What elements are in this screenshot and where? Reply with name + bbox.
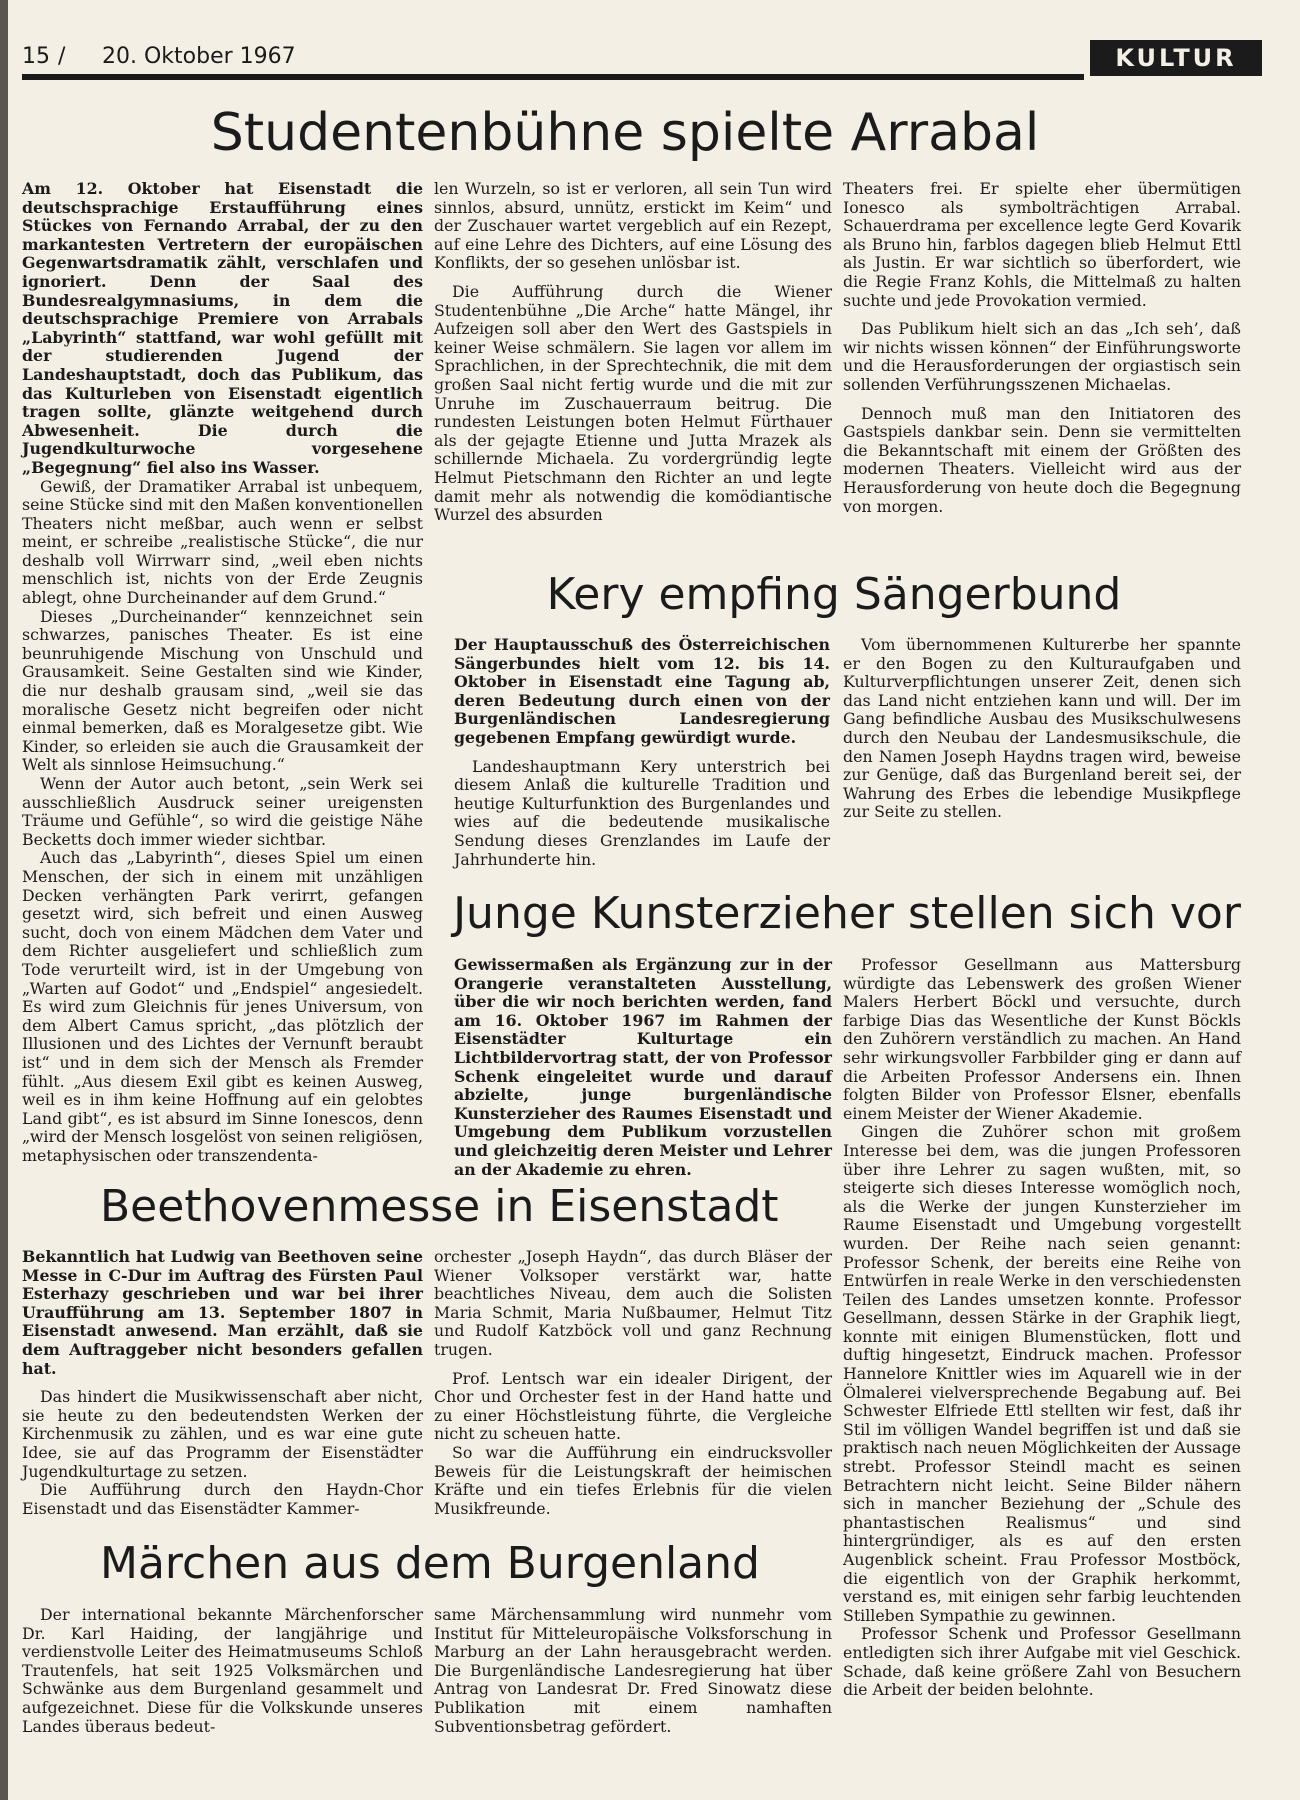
article-maerchen-column-1	[22, 1606, 423, 1736]
article-saengerbund-column-1	[454, 636, 830, 869]
article-paragraph: Professor Schenk und Professor Gesellmann entledigten sich ihrer Aufgabe mit viel Geschick. Schade, daß keine größere Zahl von Besuchern die Arbeit der beiden belohnte.	[843, 1624, 1241, 1700]
article-beethoven-lead: Bekanntlich hat Ludwig van Beethoven seine Messe in C-Dur im Auftrag des Fürsten Paul Esterhazy geschrieben und war bei ihrer Uraufführung am 13. September 1807 in Eisenstadt anwesend. Man erzählt, daß sie dem Auftraggeber nicht besonders gefallen hat.	[22, 1247, 423, 1378]
article-kunsterzieher-column-1	[454, 956, 832, 1179]
article-paragraph: Prof. Lentsch war ein idealer Dirigent, der Chor und Orchester fest in der Hand hatte und zu einer Höchstleistung führte, die Vergleiche nicht zu scheuen hatte.	[434, 1368, 832, 1444]
page-number: 15	[22, 44, 50, 69]
article-paragraph: Dennoch muß man den Initiatoren des Gastspiels dankbar sein. Denn sie vermittelten die Bekanntschaft mit einem der Größten des modernen Theaters. Vielleicht wird aus der Herausforderung von heute doch die Begegnung von morgen.	[843, 403, 1241, 516]
article-paragraph: Theaters frei. Er spielte eher übermütigen Ionesco als symbolträchtigen Arrabal. Schauerdrama per excellence legte Gerd Kovarik als Bruno hin, farblos dagegen blieb Helmut Ettl als Justin. Er war sichtlich so überfordert, wie die Regie Franz Kohls, die Mittelmaß zu halten suchte und jede Provokation vermied.	[843, 179, 1241, 310]
page-header	[22, 38, 1240, 82]
article-maerchen-column-2	[434, 1606, 832, 1736]
article-paragraph: len Wurzeln, so ist er verloren, all sein Tun wird sinnlos, absurd, unnütz, erstickt im Keim“ und der Zuschauer wartet vergeblich auf ein Rezept, auf eine Lehre des Dichters, auf eine Lösung des Konflikts, der so gesehen unlösbar ist.	[434, 179, 832, 273]
section-label: KULTUR	[1090, 40, 1262, 76]
article-paragraph: Dieses „Durcheinander“ kennzeichnet sein schwarzes, panisches Theater. Es ist eine beunruhigende Mischung von Unschuld und Grausamkeit. Seine Gestalten sind wie Kinder, die nur deshalb grausam sind, „weil sie das moralische Gesetz nicht begreifen oder nicht einmal bemerken, daß es Moralgesetze gibt. Wie Kinder, so erleiden sie auch die Grausamkeit der Welt als sinnlose Heimsuchung.“	[22, 606, 423, 775]
header-rule	[22, 74, 1084, 80]
article-arrabal-headline: Studentenbühne spielte Arrabal	[210, 103, 1040, 163]
article-paragraph: Gingen die Zuhörer schon mit großem Interesse bei dem, was die jungen Professoren über ihre Lehrer zu sagen wußten, mit, so steigerte sich dieses Interesse womöglich noch, als die Werke der jungen Kunsterzieher im Raume Eisenstadt und Umgebung vorgestellt wurden. Der Reihe nach seien genannt: Professor Schenk, der bereits eine Reihe von Entwürfen in reale Werke in den verschiedensten Teilen des Landes umsetzen konnte. Professor Gesellmann, dessen Stärke in der Graphik liegt, konnte mit einigen Blumenstücken, flott und duftig hingesetzt, Eindruck machen. Professor Hannelore Knittler wies im Aquarell wie in der Ölmalerei vielversprechende Begabung auf. Bei Schwester Elfriede Ettl stellten wir fest, daß ihr Stil im völligen Wandel begriffen ist und daß sie praktisch nach neuen Möglichkeiten der Aussage strebt. Professor Steindl macht es seinen Betrachtern nicht leicht. Seine Bilder nähern sich in mancher Beziehung der „Schule des phantastischen Realismus“ und sind hintergründiger, als es auf den ersten Augenblick scheint. Frau Professor Mostböck, die eigentlich von der Graphik herkommt, verstand es, mit einigen sehr farbig leuchtenden Stilleben Sympathie zu gewinnen.	[843, 1122, 1241, 1625]
article-kunsterzieher-headline: Junge Kunsterzieher stellen sich vor	[453, 888, 1241, 939]
article-beethoven-headline: Beethovenmesse in Eisenstadt	[100, 1181, 779, 1232]
article-saengerbund-lead: Der Hauptausschuß des Österreichischen Sängerbundes hielt vom 12. bis 14. Oktober in Eisenstadt eine Tagung ab, deren Bedeutung durch einen von der Burgenländischen Landesregierung gegebenen Empfang gewürdigt wurde.	[454, 635, 830, 747]
article-beethoven-column-1	[22, 1248, 423, 1518]
article-beethoven-column-2	[434, 1248, 832, 1518]
article-paragraph: Auch das „Labyrinth“, dieses Spiel um einen Menschen, der sich in einem mit unzähligen Decken verhängten Park verirrt, gefangen gesetzt wird, sich befreit und einen Ausweg sucht, doch von einem Mädchen dem Vater und dem Richter ausgeliefert und schließlich zum Tode verurteilt wird, ist in der Umgebung von „Warten auf Godot“ und „Endspiel“ angesiedelt. Es wird zum Gleichnis für jenes Universum, von dem Albert Camus spricht, „das plötzlich der Illusionen und des Lichtes der Vernunft beraubt ist“ und in dem sich der Mensch als Fremder fühlt. „Aus diesem Exil gibt es keinen Ausweg, weil es in ihm keine Hoffnung auf ein gelobtes Land gibt“, es ist absurd im Sinne Ionescos, denn „wird der Mensch losgelöst von seinen religiösen, metaphysischen oder transzendenta-	[22, 848, 423, 1165]
article-paragraph: Landeshauptmann Kery unterstrich bei diesem Anlaß die kulturelle Tradition und heutige Kulturfunktion des Burgenlandes und wies auf die bedeutende musikalische Sendung dieses Grenzlandes im Laufe der Jahrhunderte hin.	[454, 756, 830, 869]
article-kunsterzieher-column-2	[843, 956, 1241, 1700]
article-paragraph: Der international bekannte Märchenforscher Dr. Karl Haiding, der langjährige und verdienstvolle Leiter des Heimatmuseums Schloß Trautenfels, hat seit 1925 Volksmärchen und Schwänke aus dem Burgenland gesammelt und aufgezeichnet. Diese für die Volkskunde unseres Landes überaus bedeut-	[22, 1605, 423, 1736]
article-kunsterzieher-lead: Gewissermaßen als Ergänzung zur in der Orangerie veranstalteten Ausstellung, über die wir noch berichten werden, fand am 16. Oktober 1967 im Rahmen der Eisenstädter Kulturtage ein Lichtbildervortrag statt, der von Professor Schenk eingeleitet wurde und darauf abzielte, junge burgenländische Kunsterzieher des Raumes Eisenstadt und Umgebung dem Publikum vorzustellen und gleichzeitig deren Meister und Lehrer an der Akademie zu ehren.	[454, 955, 832, 1179]
article-arrabal-column-2	[434, 180, 832, 525]
article-paragraph: Die Aufführung durch den Haydn-Chor Eisenstadt und das Eisenstädter Kammer-	[22, 1480, 423, 1518]
article-arrabal-column-1	[22, 180, 423, 1165]
article-saengerbund-column-2	[843, 636, 1241, 822]
article-paragraph: Gewiß, der Dramatiker Arrabal ist unbequem, seine Stücke sind mit den Maßen konventionellen Theaters nicht meßbar, auch wenn er selbst meint, er schreibe „realistische Stücke“, die nur deshalb voll Wirrwarr sind, „weil eben nichts menschlich ist, nichts von der Erde Zeugnis ablegt, ohne Durcheinander auf dem Grund.“	[22, 476, 423, 608]
article-saengerbund-headline: Kery empfing Sängerbund	[546, 569, 1122, 620]
article-paragraph: So war die Aufführung ein eindrucksvoller Beweis für die Leistungskraft der heimischen Kräfte und ein tiefes Erlebnis für die vielen Musikfreunde.	[434, 1442, 832, 1518]
header-separator: /	[58, 44, 66, 69]
article-arrabal-column-3	[843, 180, 1241, 516]
article-arrabal-lead: Am 12. Oktober hat Eisenstadt die deutschsprachige Erstaufführung eines Stückes von Fernando Arrabal, der zu den markantesten Vertretern der europäischen Gegenwartsdramatik zählt, verschlafen und ignoriert. Denn der Saal des Bundesrealgymnasiums, in dem die deutschsprachige Premiere von Arrabals „Labyrinth“ stattfand, war wohl gefüllt mit der studierenden Jugend der Landeshauptstadt, doch das Publikum, das das Kulturleben von Eisenstadt eigentlich tragen sollte, glänzte weitgehend durch Abwesenheit. Die durch die Jugendkulturwoche vorgesehene „Begegnung“ fiel also ins Wasser.	[22, 179, 423, 477]
article-paragraph: Wenn der Autor auch betont, „sein Werk sei ausschließlich Ausdruck seiner ureigensten Träume und Gefühle“, so wird die geistige Nähe Becketts doch immer wieder sichtbar.	[22, 774, 423, 849]
article-paragraph: Die Aufführung durch die Wiener Studentenbühne „Die Arche“ hatte Mängel, ihr Aufzeigen soll aber den Wert des Gastspiels in keiner Weise schmälern. Sie lagen vor allem im Sprachlichen, in der Sprechtechnik, die mit dem großen Saal nicht fertig wurde und die mit zur Unruhe im Zuschauerraum beitrug. Die rundesten Leistungen boten Helmut Fürthauer als der gejagte Etienne und Jutta Mrazek als schillernde Michaela. Zu vordergründig legte Helmut Pietschmann den Richter an und legte damit mehr als notwendig die komödiantische Wurzel des absurden	[434, 281, 832, 525]
article-paragraph: Das Publikum hielt sich an das „Ich seh’, daß wir nichts wissen können“ der Einführungsworte und die Herausforderungen der orgiastisch sein sollenden Verführungsszenen Michaelas.	[843, 319, 1241, 394]
binding-edge	[0, 0, 8, 1800]
issue-date: 20. Oktober 1967	[102, 44, 296, 69]
article-paragraph: Professor Gesellmann aus Mattersburg würdigte das Lebenswerk des großen Wiener Malers Herbert Böckl und versuchte, durch farbige Dias das Wesentliche der Kunst Böckls den Zuhörern verständlich zu machen. An Hand sehr wirkungsvoller Farbbilder ging er dann auf die Arbeiten Professor Andersens ein. Ihnen folgten Bilder von Professor Elsner, ebenfalls einem Meister der Wiener Akademie.	[843, 955, 1241, 1123]
article-paragraph: orchester „Joseph Haydn“, das durch Bläser der Wiener Volksoper verstärkt war, hatte beachtliches Niveau, dem auch die Solisten Maria Schmit, Maria Nußbaumer, Helmut Titz und Rudolf Katzböck voll und ganz Rechnung trugen.	[434, 1247, 832, 1359]
article-paragraph: same Märchensammlung wird nunmehr vom Institut für Mitteleuropäische Volksforschung in Marburg an der Lahn herausgebracht werden. Die Burgenländische Landesregierung hat über Antrag von Landesrat Dr. Fred Sinowatz diese Publikation mit einem namhaften Subventionsbetrag gefördert.	[434, 1605, 832, 1736]
article-paragraph: Vom übernommenen Kulturerbe her spannte er den Bogen zu den Kulturaufgaben und Kulturverpflichtungen unserer Zeit, denen sich das Land nicht entziehen kann und will. Der im Gang befindliche Ausbau des Musikschulwesens durch den Neubau der Landesmusikschule, die den Namen Joseph Haydns tragen wird, beweise zur Genüge, daß das Burgenland bereit sei, der Wahrung des Erbes die lebendige Musikpflege zur Seite zu stellen.	[843, 635, 1241, 822]
article-maerchen-headline: Märchen aus dem Burgenland	[100, 1538, 760, 1589]
article-paragraph: Das hindert die Musikwissenschaft aber nicht, sie heute zu den bedeutendsten Werken der Kirchenmusik zu zählen, und es war eine gute Idee, sie auf das Programm der Eisenstädter Jugendkulturtage zu setzen.	[22, 1387, 423, 1481]
